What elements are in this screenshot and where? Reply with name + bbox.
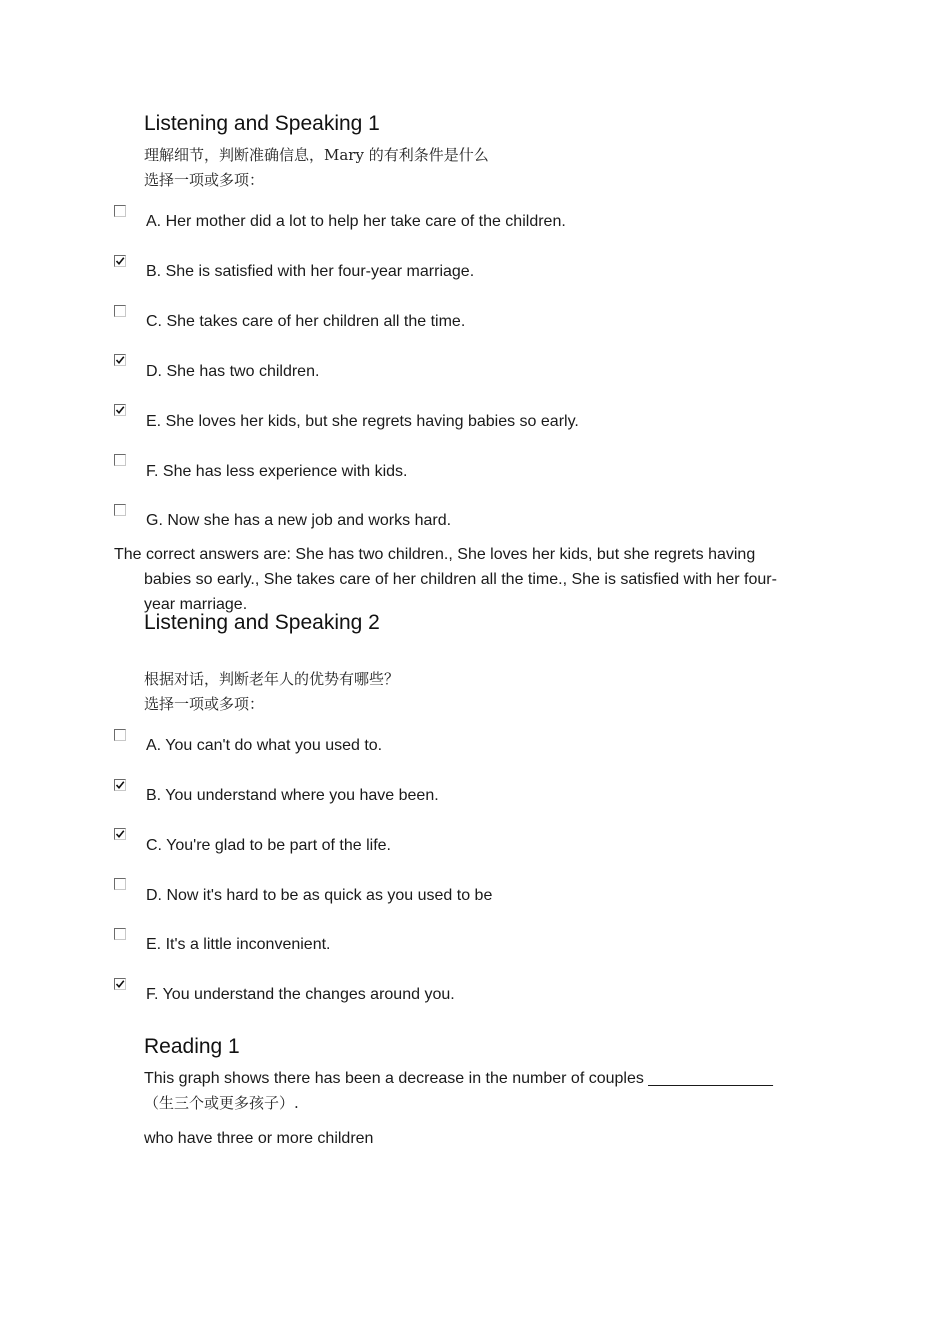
q1-instruction: 选择一项或多项： xyxy=(144,171,265,189)
checkmark-icon xyxy=(115,405,125,415)
checkmark-icon xyxy=(115,979,125,989)
q1-option-f-label[interactable]: F. She has less experience with kids. xyxy=(146,463,408,480)
q1-option-g-checkbox[interactable] xyxy=(114,504,126,516)
q1-correct-answers-text: The correct answers are: She has two children., She loves her kids, but she regrets having babies so early., She takes care of her children all the time., She is satisfied with her four-year marriage. xyxy=(114,546,777,613)
q2-option-e-label[interactable]: E. It's a little inconvenient. xyxy=(146,936,331,953)
q3-question: This graph shows there has been a decrease in the number of couples ______________ xyxy=(144,1070,773,1087)
q1-option-f-checkbox[interactable] xyxy=(114,454,126,466)
q3-question-hint: （生三个或更多孩子）. xyxy=(144,1094,299,1112)
checkmark-icon xyxy=(115,780,125,790)
q1-option-a-label[interactable]: A. Her mother did a lot to help her take care of the children. xyxy=(146,213,566,230)
q1-option-e-checkbox[interactable] xyxy=(114,404,126,416)
q1-correct-answers xyxy=(114,542,804,617)
q2-option-f-checkbox[interactable] xyxy=(114,978,126,990)
q3-answer: who have three or more children xyxy=(144,1130,374,1147)
q1-option-e-label[interactable]: E. She loves her kids, but she regrets having babies so early. xyxy=(146,413,579,430)
q1-prompt: 理解细节，判断准确信息，Mary 的有利条件是什么 xyxy=(144,146,489,164)
q2-option-c-checkbox[interactable] xyxy=(114,828,126,840)
q1-option-d-label[interactable]: D. She has two children. xyxy=(146,363,320,380)
q2-instruction: 选择一项或多项： xyxy=(144,695,265,713)
q2-option-b-checkbox[interactable] xyxy=(114,779,126,791)
q2-title: Listening and Speaking 2 xyxy=(144,611,380,634)
q1-option-d-checkbox[interactable] xyxy=(114,354,126,366)
q2-prompt: 根据对话，判断老年人的优势有哪些？ xyxy=(144,670,400,688)
q1-option-c-label[interactable]: C. She takes care of her children all the time. xyxy=(146,313,466,330)
q3-title: Reading 1 xyxy=(144,1035,240,1058)
q1-option-b-label[interactable]: B. She is satisfied with her four-year marriage. xyxy=(146,263,475,280)
q2-option-f-label[interactable]: F. You understand the changes around you. xyxy=(146,986,455,1003)
checkmark-icon xyxy=(115,829,125,839)
q1-option-b-checkbox[interactable] xyxy=(114,255,126,267)
q2-option-c-label[interactable]: C. You're glad to be part of the life. xyxy=(146,837,391,854)
q1-option-g-label[interactable]: G. Now she has a new job and works hard. xyxy=(146,512,452,529)
q1-title: Listening and Speaking 1 xyxy=(144,112,380,135)
q1-option-a-checkbox[interactable] xyxy=(114,205,126,217)
q2-option-a-checkbox[interactable] xyxy=(114,729,126,741)
q2-option-d-checkbox[interactable] xyxy=(114,878,126,890)
checkmark-icon xyxy=(115,355,125,365)
q2-option-b-label[interactable]: B. You understand where you have been. xyxy=(146,787,439,804)
checkmark-icon xyxy=(115,256,125,266)
q2-option-d-label[interactable]: D. Now it's hard to be as quick as you used to be xyxy=(146,887,493,904)
q1-option-c-checkbox[interactable] xyxy=(114,305,126,317)
q2-option-e-checkbox[interactable] xyxy=(114,928,126,940)
q2-option-a-label[interactable]: A. You can't do what you used to. xyxy=(146,737,383,754)
